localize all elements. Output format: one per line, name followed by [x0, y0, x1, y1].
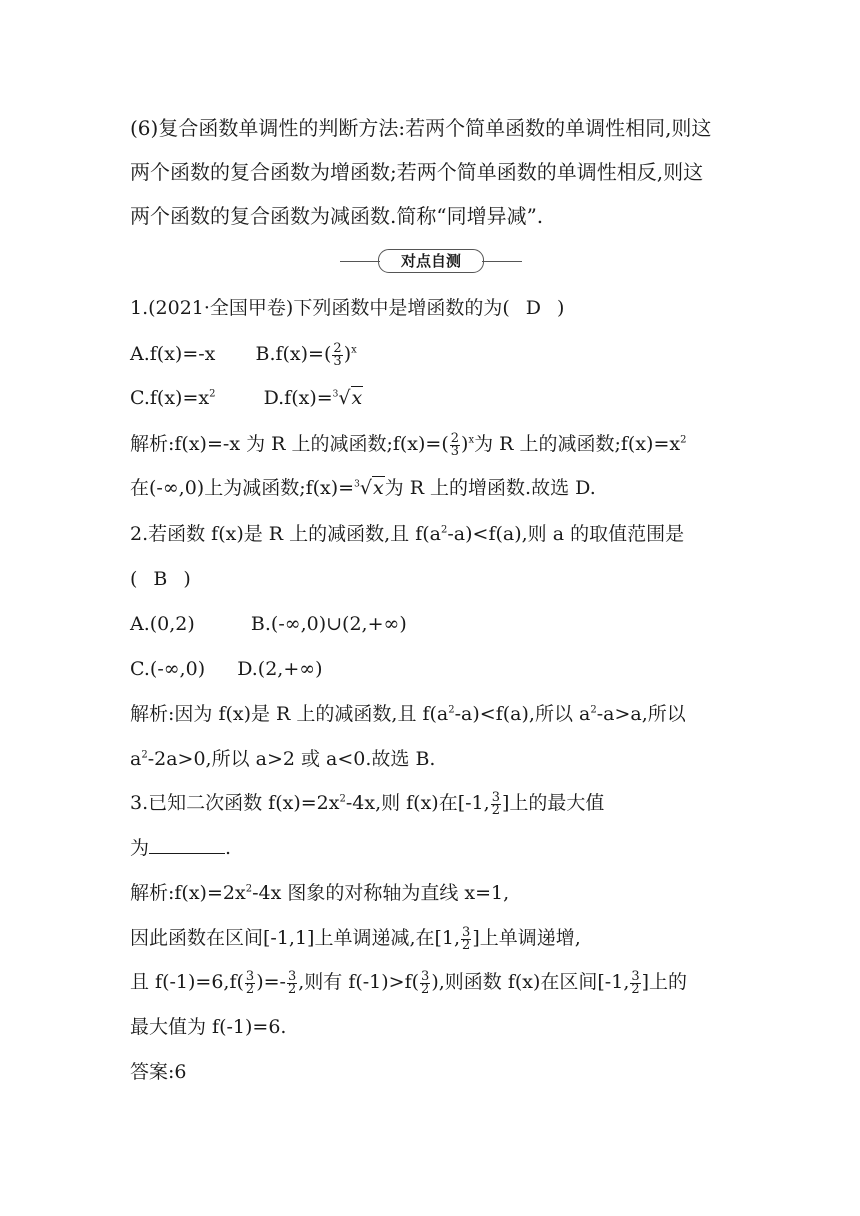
q2-option-b: B.(-∞,0)∪(2,+∞)	[250, 613, 407, 635]
q3-solution-line-2: 因此函数在区间[-1,1]上单调递减,在[1, $\frac{3}{2}$ ]上单调递增,	[130, 924, 581, 953]
q2-solution-line-1: 解析:因为 f(x)是 R 上的减函数,且 $f(a^2-a)<f(a)$,所以 $a^2-a>a$,所以	[130, 703, 686, 725]
q2-option-a: A.(0,2)	[130, 613, 195, 635]
q1-options-ab	[130, 340, 357, 368]
q3-stem-line-2: 为 .	[130, 837, 232, 859]
q2-solution-line-2: $a^2-2a>0$,所以 a>2 或 a<0.故选 B.	[130, 748, 436, 770]
q3-solution-line-4: 最大值为 f(-1)=6.	[130, 1016, 287, 1038]
section-title	[340, 249, 520, 273]
intro-line-3: 两个函数的复合函数为减函数.简称“同增异减”.	[130, 204, 544, 228]
q3-answer: 答案:6	[130, 1061, 187, 1083]
q1-option-d: D.f(x)=$^3$√x	[263, 387, 363, 409]
q3-stem: 3.已知二次函数 $f(x)=2x^2-4x$,则 f(x)在[-1, $\frac{3}{2}$ ]上的最大值	[130, 789, 605, 818]
q1-option-a: A.f(x)=-x	[130, 343, 216, 365]
q1-solution-line-1: 解析:f(x)=-x 为 R 上的减函数;f(x)=( $\frac{2}{3}$ )$^x$为 R 上的减函数$;f(x)=x^2$	[130, 430, 687, 459]
q1-options-cd	[130, 384, 363, 412]
q2-stem: 2.若函数 f(x)是 R 上的减函数,且 $f(a^2-a)<f(a)$,则 a 的取值范围是	[130, 523, 685, 545]
q2-option-d: D.(2,+∞)	[237, 658, 323, 680]
q1-answer: D	[525, 297, 541, 319]
title-rule-left	[340, 261, 380, 262]
q1-solution-line-2: 在(-∞,0)上为减函数;f(x)=$^3$√x为 R 上的增函数.故选 D.	[130, 477, 596, 499]
q3-solution-line-1: 解析$:f(x)=2x^2-4x$ 图象的对称轴为直线 x=1,	[130, 882, 510, 904]
q3-solution-line-3: 且 f(-1)=6,f( $\frac{3}{2}$ )=- $\frac{3}{2}$ ,则有 f(-1)>f( $\frac{3}{2}$ ),则函数 f(x)在区间[-1, $\frac{3}{2}$ ]上的	[130, 968, 688, 997]
q3-answer-blank[interactable]	[149, 835, 225, 854]
q1-option-c: $C.f(x)=x^2$	[130, 387, 216, 409]
section-title-label: 对点自测	[378, 249, 484, 273]
intro-line-2: 两个函数的复合函数为增函数;若两个简单函数的单调性相反,则这	[130, 160, 704, 184]
q2-answer: B	[153, 568, 168, 590]
title-rule-right	[482, 261, 522, 262]
q2-options-cd	[130, 655, 323, 683]
q2-answer-line: ( B )	[130, 565, 191, 593]
q1-stem: 1.(2021·全国甲卷)下列函数中是增函数的为( D )	[130, 294, 564, 322]
intro-line-1: (6)复合函数单调性的判断方法:若两个简单函数的单调性相同,则这	[130, 116, 712, 140]
q2-option-c: C.(-∞,0)	[130, 658, 206, 680]
q2-options-ab	[130, 610, 407, 638]
q1-option-b: B.f(x)=( $\frac{2}{3}$ )$^x$	[255, 340, 357, 369]
